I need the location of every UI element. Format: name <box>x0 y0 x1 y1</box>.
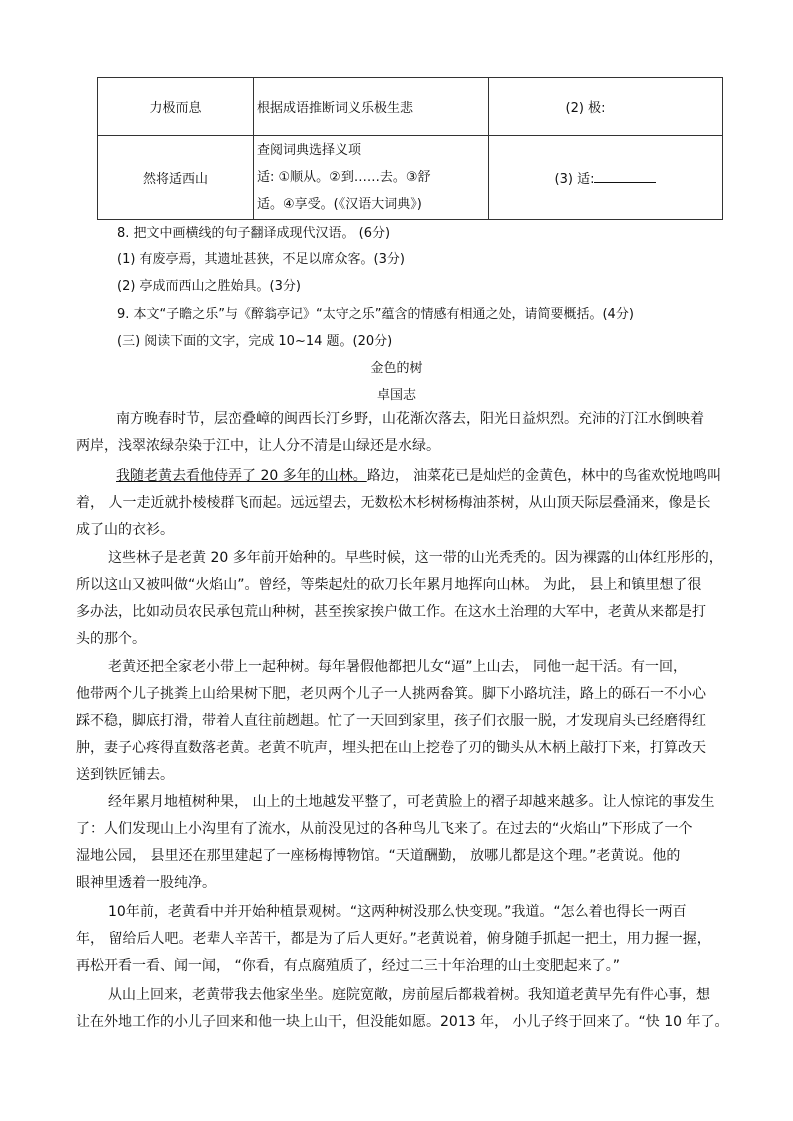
answer-label: (3) 适: <box>554 172 595 187</box>
paragraph-5 <box>76 789 726 897</box>
paragraph-6 <box>76 899 726 980</box>
paragraph-line: 着， 人一走近就扑棱棱群飞而起。远远望去，无数松木杉树杨梅油茶树，从山顶天际层叠涌来，像是长 <box>76 495 711 511</box>
paragraph-line <box>76 463 726 490</box>
answer-blank[interactable] <box>594 170 656 183</box>
underlined-sentence: 我随老黄去看他侍弄了 20 多年的山林。 <box>116 468 367 484</box>
paragraph-line: 10年前，老黄看中并开始种植景观树。“这两种树没那么快变现。”我道。“怎么着也得长一两百 <box>108 904 687 920</box>
paragraph-line: 让在外地工作的小儿子回来和他一块上山干，但没能如愿。2013 年， 小儿子终于回来了。“快 10 年了。 <box>76 1014 729 1030</box>
paragraph-line: 踩不稳，脚底打滑，带着人直往前趔趄。忙了一天回到家里，孩子们衣服一脱，才发现肩头已经磨得红 <box>76 713 706 729</box>
paragraph-line: 送到铁匠铺去。 <box>76 767 174 783</box>
paragraph-line: 年， 留给后人吧。老辈人辛苦干，都是为了后人更好。”老黄说着，俯身随手抓起一把土，用力握一握， <box>76 931 711 947</box>
paragraph-line: 多办法，比如动员农民承包荒山种树，甚至挨家挨户做工作。在这水土治理的大军中，老黄从来都是打 <box>76 604 706 620</box>
table-row <box>98 78 723 136</box>
method-line: 查阅词典选择义项 <box>257 143 362 158</box>
paragraph-line: 肿，妻子心疼得直数落老黄。老黄不吭声，埋头把在山上挖卷了刃的锄头从木柄上敲打下来，打算改天 <box>76 740 706 756</box>
table-cell-method <box>254 136 489 220</box>
paragraph-line: 眼神里透着一股纯净。 <box>76 875 216 891</box>
paragraph-line: 成了山的衣衫。 <box>76 522 174 538</box>
table-cell-phrase: 力极而息 <box>98 78 254 136</box>
table-cell-method: 根据成语推断词义乐极生悲 <box>254 78 489 136</box>
table-cell-answer <box>489 78 723 136</box>
paragraph-line: 所以这山又被叫做“火焰山”。曾经，等柴起灶的砍刀长年累月地挥向山林。 为此， 县上和镇里想了很 <box>76 577 702 593</box>
paragraph-4 <box>76 654 726 789</box>
article-title: 金色的树 <box>370 361 423 376</box>
paragraph-line: 从山上回来，老黄带我去他家坐坐。庭院宽敞，房前屋后都栽着树。我知道老黄早先有件心事，想 <box>108 987 710 1003</box>
paragraph-3 <box>76 545 726 653</box>
paragraph-line: 头的那个。 <box>76 631 146 647</box>
paragraph-line: 经年累月地植树种果， 山上的土地越发平整了，可老黄脸上的褶子却越来越多。让人惊诧的事发生 <box>108 794 715 810</box>
paragraph-line: 了：人们发现山上小沟里有了流水，从前没见过的各种鸟儿飞来了。在过去的“火焰山”下形成了一个 <box>76 821 693 837</box>
question-8-1: (1) 有废亭焉，其遗址甚狭，不足以席众客。(3分) <box>117 252 405 267</box>
method-line: 适: ①顺从。②到……去。③舒 <box>257 170 431 185</box>
paragraph-line: 再松开看一看、闻一闻， “你看，有点腐殖质了，经过二三十年治理的山土变肥起来了。” <box>76 958 620 974</box>
paragraph-text: 路边， 油菜花已是灿烂的金黄色，林中的鸟雀欢悦地鸣叫 <box>366 468 722 484</box>
paragraph-line: 这些林子是老黄 20 多年前开始种的。早些时候，这一带的山光秃秃的。因为裸露的山体红彤彤的， <box>108 550 723 566</box>
paragraph-7 <box>76 982 729 1036</box>
table-row <box>98 136 723 220</box>
article-author: 卓国志 <box>376 388 416 403</box>
question-8-2: (2) 亭成而西山之胜始具。(3分) <box>117 279 301 294</box>
paragraph-line: 老黄还把全家老小带上一起种树。每年暑假他都把儿女“逼”上山去， 同他一起干活。有一回， <box>108 659 687 675</box>
paragraph-line: 南方晚春时节，层峦叠嶂的闽西长汀乡野，山花渐次落去，阳光日益炽烈。充沛的汀江水倒映着 <box>116 411 704 427</box>
table-cell-answer <box>489 136 723 220</box>
vocabulary-table <box>97 77 723 220</box>
paragraph-line: 他带两个儿子挑粪上山给果树下肥，老贝两个儿子一人挑两畚箕。脚下小路坑洼，路上的砾石一不小心 <box>76 686 706 702</box>
paragraph-1 <box>76 406 726 460</box>
paragraph-2 <box>76 463 726 544</box>
paragraph-line: 湿地公园， 县里还在那里建起了一座杨梅博物馆。“天道酬勤， 放哪儿都是这个理。”老黄说。他的 <box>76 848 681 864</box>
table-cell-phrase: 然将适西山 <box>98 136 254 220</box>
section-3-heading: (三) 阅读下面的文字，完成 10~14 题。(20分) <box>117 334 393 349</box>
answer-label: (2) 极: <box>565 101 606 116</box>
method-line: 适。④享受。(《汉语大词典》) <box>257 197 422 212</box>
paragraph-line: 两岸，浅翠浓绿杂染于江中，让人分不清是山绿还是水绿。 <box>76 438 440 454</box>
question-8: 8. 把文中画横线的句子翻译成现代汉语。 (6分) <box>117 226 391 241</box>
question-9: 9. 本文“子瞻之乐”与《醉翁亭记》“太守之乐”蕴含的情感有相通之处，请简要概括。(4分) <box>117 307 634 322</box>
